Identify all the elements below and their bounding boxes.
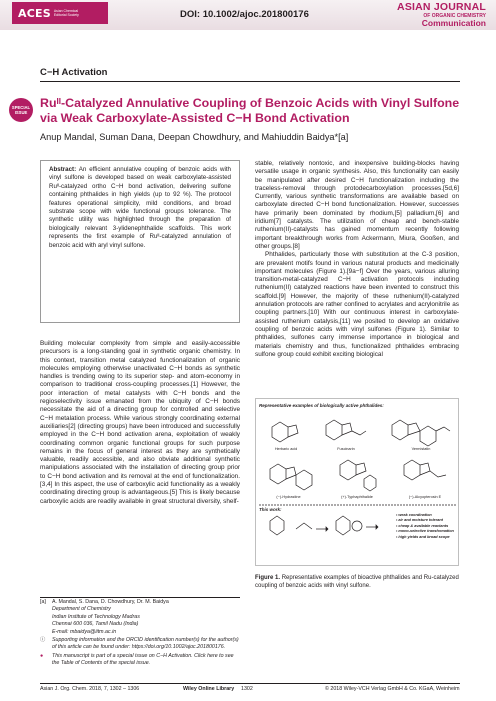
molecule-label: Herbaric acid <box>274 447 298 451</box>
body-right-column <box>255 160 459 359</box>
special-issue-link[interactable]: This manuscript is part of a special issue on C−H Activation. Click here to see the Table of Contents of the special issue. <box>52 652 234 667</box>
feature-item: • weak coordination <box>396 513 432 517</box>
email-link[interactable]: E-mail: mbaidya@iitm.ac.in <box>52 628 117 635</box>
section-heading: C−H Activation <box>40 67 108 78</box>
doi-link[interactable]: DOI: 10.1002/ajoc.201800176 <box>180 9 309 20</box>
affiliation: [a] A. Mandal, S. Dana, D. Chowdhury, Dr. M. Baidya Department of Chemistry Indian Institute of Technology Madras Chennai 600 036, Tamil Nadu (India) E-mail: mbaidya@iitm.ac.in <box>40 599 169 635</box>
figure-caption: Figure 1. Representative examples of bioactive phthalides and Ru-catalyzed coupling of benzoic acids with vinyl sulfone. <box>255 575 459 589</box>
abstract-text: An efficient annulative coupling of benzoic acids with vinyl sulfone is developed based on weak carboxylate-assisted Ruᴵᴵ-catalyzed ortho C−H bond activation, delivering sulfone containing phthalides in high yields (up to 92 %). The protocol features operational simplicity, mild conditions, and broad substrate scope with wide functional groups tolerance. The synthetic utility was highlighted through the preparation of biologically relevant 3-ylidenephthalide scaffolds. This work represents the first example of Ruᴵᴵ-catalyzed annulation of benzoic acid with aryl vinyl sulfone. <box>49 166 231 249</box>
supporting-info-link[interactable]: Supporting information and the ORCID identification number(s) for the author(s) of this article can be found under: https://doi.org/10.1002/ajoc.201800176. <box>52 637 239 651</box>
supporting-info <box>40 637 240 652</box>
structures-drawing <box>256 399 460 567</box>
this-work-heading: This work: <box>259 507 282 512</box>
benzene-ring-6 <box>404 460 420 480</box>
feature-item: • high yields and broad scope <box>396 534 450 539</box>
molecule-label: (+)-Typhaphthalide <box>341 495 373 499</box>
copyright: © 2018 Wiley-VCH Verlag GmbH & Co. KGaA, Weinheim <box>325 686 460 692</box>
body-left-column: Building molecular complexity from simple and easily-accessible precursors is a long-standing goal in synthetic organic chemistry. In this context, transition metal catalyzed functionalization of organic molecules employing otherwise unactivated C−H bonds as synthetic handles is trending owing to its superior step- and atom-economy in comparison to traditional cross-coupling processes.[1] However, the poor interaction of metal catalysts with C−H bonds and the regioselectivity issue emanated from the ubiquity of C−H bonds necessitate the aid of a directing group for controlled and selective C−H metalation process. While various strongly coordinating external auxiliaries[2] (directing groups) have been introduced and successfully employed in the C−H bond activation arena, exploitation of weakly coordinating common organic functional groups for such purpose remains in the focus of general interest as they are synthetically valuable, readily accessible, and also obviate additional synthetic manipulations associated with the installation of directing group prior to C−H bond activation and its removal at the end of functionalization.[3,4] In this aspect, the use of carboxylic acid functionality as a weakly coordinating directing group is advantageous.[5] This is likely because carboxylic acids are readily available in great structural diversity, shelf- <box>40 340 240 505</box>
body-paragraph: stable, relatively nontoxic, and inexpensive building-blocks having versatile usage in organic synthesis. Also, this functionality can easily be manipulated after desired C−H functionalization including the traceless-removal through protodecarboxylation processes.[5d,6] Currently, various synthetic transformations are available based on carboxylate directed C−H bond functionalization. However, successes have primarily been dominated by rhodium,[5] palladium,[6] and iridium[7] catalysts. The utilization of cheap and bench-stable ruthenium(II)-catalysts has gained momentum recently following important breakthrough works from Ackermann, Miura, Gooßen, and other groups.[8] <box>255 160 459 250</box>
journal-logo: ASIAN JOURNAL OF ORGANIC CHEMISTRY Communication <box>397 1 486 28</box>
page-number: 1302 <box>241 686 253 692</box>
molecule-label: (−)-Hydrastine <box>276 495 301 499</box>
abstract-box <box>40 160 240 323</box>
logo-sub-line-1: Asian Chemical <box>53 9 79 13</box>
wiley-online-library-link[interactable]: Wiley Online Library <box>183 686 235 692</box>
special-issue-note <box>40 653 240 668</box>
author-list: Anup Mandal, Suman Dana, Deepan Chowdhury, and Mahiuddin Baidya*[a] <box>40 132 349 142</box>
footer-rule <box>40 683 460 684</box>
benzene-ring-3 <box>392 420 408 440</box>
feature-item: • mono-selective transformation <box>396 529 454 534</box>
feature-item: • cheap & available reactants <box>396 523 449 528</box>
molecule-label: (−)-Alcyopterosin E <box>408 495 442 499</box>
section-rule <box>40 81 460 82</box>
footnotes <box>40 599 240 668</box>
figure-1 <box>255 398 459 566</box>
logo-sub-line-2: Editorial Society <box>53 13 79 17</box>
benzene-ring-2 <box>326 420 342 440</box>
info-icon: ⓘ <box>40 637 46 644</box>
molecule-label: Vermistatin <box>411 447 431 451</box>
aces-logo[interactable]: ACES Asian Chemical Editorial Society <box>12 2 108 24</box>
benzene-ring-4 <box>270 464 286 484</box>
abstract-label: Abstract: <box>49 166 77 173</box>
special-issue-badge[interactable]: SPECIAL ISSUE <box>9 98 33 122</box>
figure-heading: Representative examples of biologically active phthalides: <box>259 403 384 408</box>
body-paragraph: Phthalides, particularly those with substitution at the C-3 position, are prevalent motifs found in various natural products and medicinally important molecules (Figure 1).[9a−f] Over the years, various alluring transition-metal-catalyzed C−H activation protocols including ruthenium(II) catalyzed reactions have been invented to construct this scaffold.[9] However, the majority of these ruthenium(II)-catalyzed annulation protocols are rather confined to acrylates and acrylonitrile as coupling partners.[10] With our continuous interest in carboxylate-assisted ruthenium catalysis,[11] we posited to develop an oxidative coupling of benzoic acids with vinyl sulfones (Figure 1). Similar to phthalides, sulfones carry immense importance in biological and materials chemistry and thus, functionalized phthalides embracing sulfone group could exhibit exciting biological <box>255 251 459 358</box>
molecule-label: Fuscinarin <box>337 447 355 451</box>
feature-item: • air and moisture tolerant <box>396 518 443 523</box>
footnote-rule <box>40 597 240 598</box>
feature-list <box>396 513 458 540</box>
citation: Asian J. Org. Chem. 2018, 7, 1302 – 1306 <box>40 686 140 692</box>
special-issue-icon: ● <box>40 652 44 659</box>
benzene-ring-1 <box>272 422 288 442</box>
benzene-ring-5 <box>340 460 356 480</box>
article-title: Ruᴵᴵ-Catalyzed Annulative Coupling of Benzoic Acids with Vinyl Sulfone via Weak Carboxylate-Assisted C−H Bond Activation <box>40 96 460 125</box>
